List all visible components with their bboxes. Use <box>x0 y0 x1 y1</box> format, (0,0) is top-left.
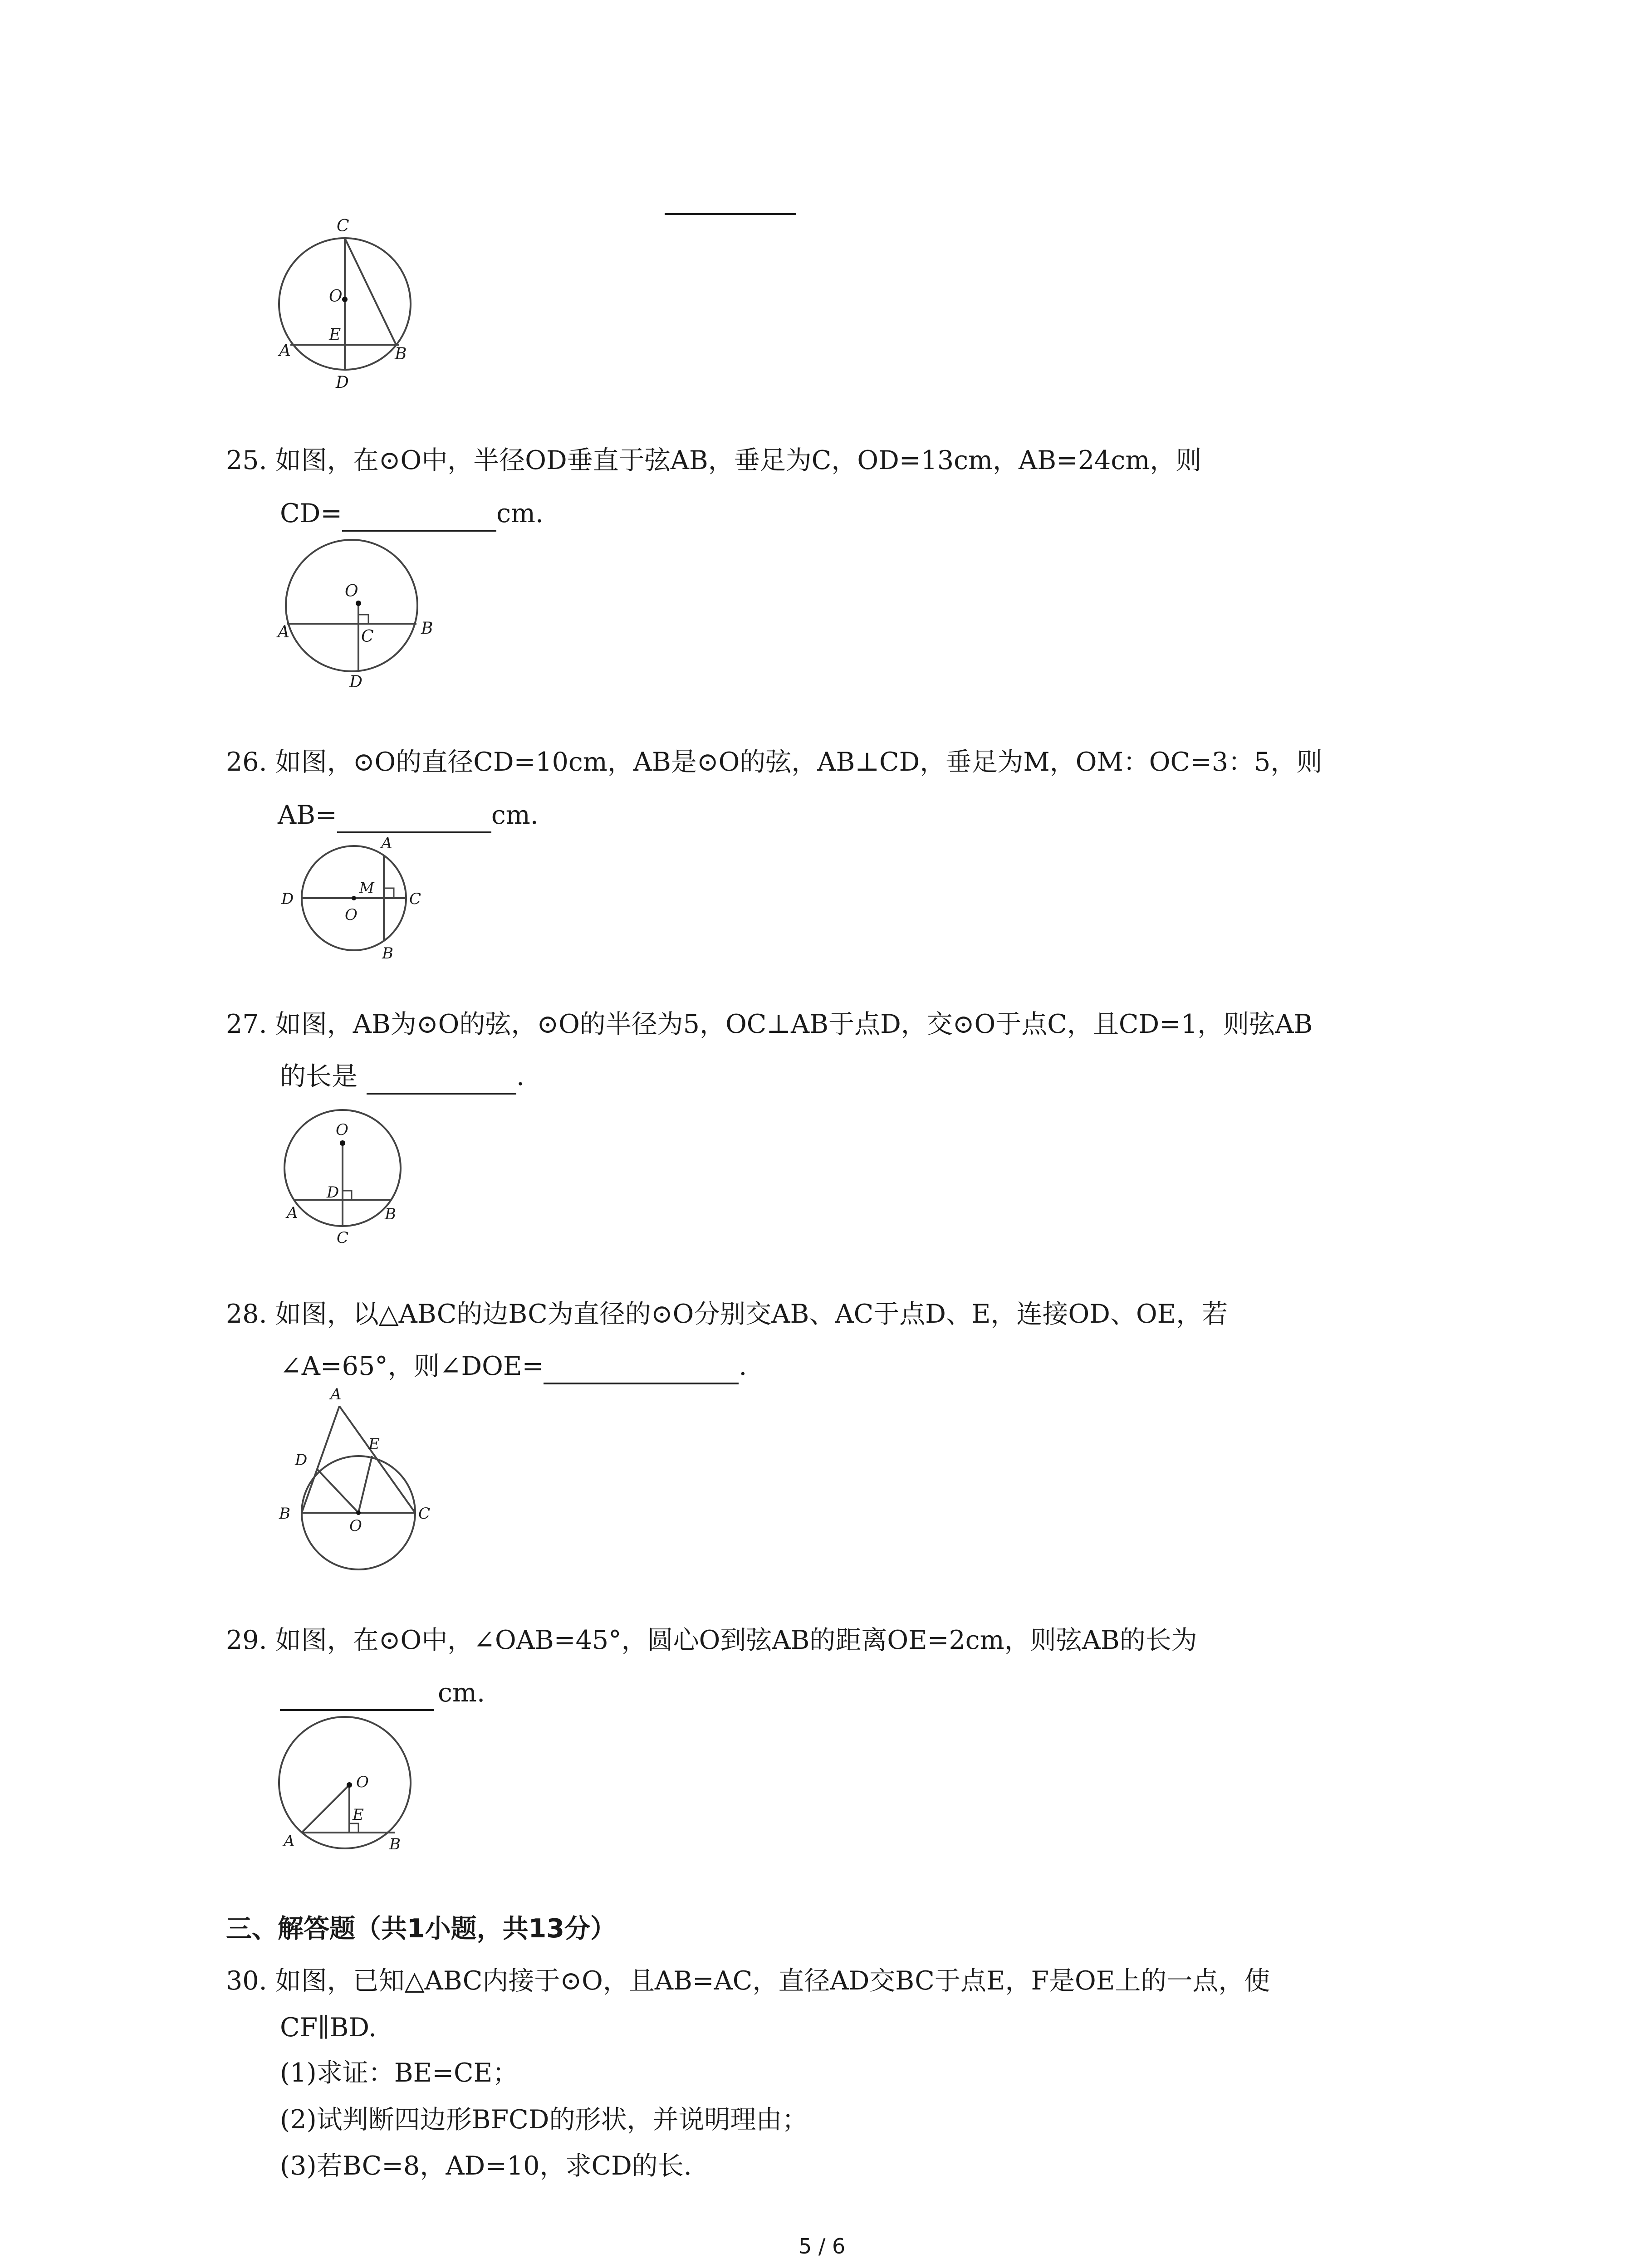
label-E: E <box>353 1806 364 1824</box>
label-A: A <box>330 1385 342 1403</box>
label-C: C <box>337 1229 349 1247</box>
answer-blank-q24 <box>665 213 796 215</box>
q30-part3: (3)若BC=8，AD=10，求CD的长. <box>280 2151 692 2181</box>
label-D: D <box>327 1183 339 1202</box>
label-E: E <box>329 326 341 344</box>
q25-suffix: cm. <box>496 499 544 528</box>
q26-number: 26. <box>226 747 267 777</box>
label-A: A <box>284 1832 295 1850</box>
q26-line2 <box>278 797 539 833</box>
q25-prefix: CD= <box>280 499 343 528</box>
figure-q25 <box>272 533 436 698</box>
q25-line2 <box>280 495 544 532</box>
label-B: B <box>382 944 393 963</box>
q27-line2 <box>280 1058 524 1095</box>
label-C: C <box>361 627 374 646</box>
label-O: O <box>336 1121 348 1139</box>
q27-text: 如图，AB为⊙O的弦，⊙O的半径为5，OC⊥AB于点D，交⊙O于点C，且CD=1，则弦AB <box>275 1009 1313 1039</box>
label-C: C <box>418 1505 431 1523</box>
label-D: D <box>349 673 362 691</box>
q27-number: 27. <box>226 1009 267 1039</box>
answer-blank-q26 <box>337 804 491 833</box>
figure-q24 <box>272 213 426 395</box>
q25-line1 <box>226 442 1201 479</box>
figure-q26 <box>277 830 440 968</box>
q26-line1 <box>226 744 1322 780</box>
q25-number: 25. <box>226 445 267 475</box>
label-E: E <box>368 1435 380 1453</box>
answer-blank-q25 <box>342 503 496 532</box>
label-C: C <box>337 217 349 235</box>
label-M: M <box>359 879 374 896</box>
q30-line2: CF∥BD. <box>280 2013 377 2043</box>
label-O: O <box>345 906 358 924</box>
q30-part2: (2)试判断四边形BFCD的形状，并说明理由； <box>280 2105 808 2135</box>
label-A: A <box>381 834 392 852</box>
section-heading: 三、解答题（共1小题，共13分） <box>226 1914 616 1944</box>
q29-suffix: cm. <box>438 1678 485 1708</box>
q26-prefix: AB= <box>278 800 337 830</box>
page-number: 5 / 6 <box>798 2234 846 2258</box>
q27-suffix: . <box>516 1061 525 1091</box>
label-O: O <box>345 582 358 601</box>
label-D: D <box>281 890 294 908</box>
figure-q28 <box>272 1383 445 1576</box>
q26-suffix: cm. <box>491 800 539 830</box>
q28-suffix: . <box>739 1351 747 1381</box>
q28-text: 如图，以△ABC的边BC为直径的⊙O分别交AB、AC于点D、E，连接OD、OE，若 <box>275 1299 1228 1329</box>
label-O: O <box>356 1773 369 1791</box>
q30-line1 <box>226 1963 1270 1999</box>
q28-prefix: ∠A=65°，则∠DOE= <box>280 1351 544 1381</box>
q27-line1 <box>226 1006 1313 1042</box>
label-D: D <box>295 1451 308 1469</box>
q29-line2 <box>280 1675 485 1711</box>
label-A: A <box>287 1204 298 1222</box>
q28-line2 <box>280 1348 747 1384</box>
answer-blank-q29 <box>280 1682 434 1711</box>
label-O: O <box>349 1517 362 1535</box>
label-B: B <box>389 1835 401 1853</box>
answer-blank-q27 <box>367 1066 516 1095</box>
q29-text: 如图，在⊙O中，∠OAB=45°，圆心O到弦AB的距离OE=2cm，则弦AB的长为 <box>275 1625 1197 1655</box>
label-B: B <box>395 345 407 363</box>
q28-line1 <box>226 1296 1228 1332</box>
answer-blank-q28 <box>544 1355 739 1384</box>
q25-text: 如图，在⊙O中，半径OD垂直于弦AB，垂足为C，OD=13cm，AB=24cm，则 <box>275 445 1202 475</box>
q28-number: 28. <box>226 1299 267 1329</box>
q30-part1: (1)求证：BE=CE； <box>280 2058 519 2088</box>
label-B: B <box>385 1205 396 1223</box>
label-O: O <box>329 287 343 306</box>
q26-text: 如图，⊙O的直径CD=10cm，AB是⊙O的弦，AB⊥CD，垂足为M，OM：OC=3：5，则 <box>275 747 1323 777</box>
label-A: A <box>279 342 291 360</box>
label-B: B <box>279 1505 290 1523</box>
q27-prefix: 的长是 <box>280 1061 358 1091</box>
q30-text: 如图，已知△ABC内接于⊙O，且AB=AC，直径AD交BC于点E，F是OE上的一点，使 <box>275 1966 1270 1996</box>
q30-number: 30. <box>226 1966 267 1996</box>
q29-number: 29. <box>226 1625 267 1655</box>
figure-q29 <box>270 1715 415 1862</box>
label-A: A <box>278 623 289 641</box>
label-C: C <box>409 890 421 908</box>
figure-q27 <box>277 1102 413 1254</box>
label-D: D <box>336 373 349 392</box>
q29-line1 <box>226 1622 1197 1658</box>
label-B: B <box>421 619 433 638</box>
